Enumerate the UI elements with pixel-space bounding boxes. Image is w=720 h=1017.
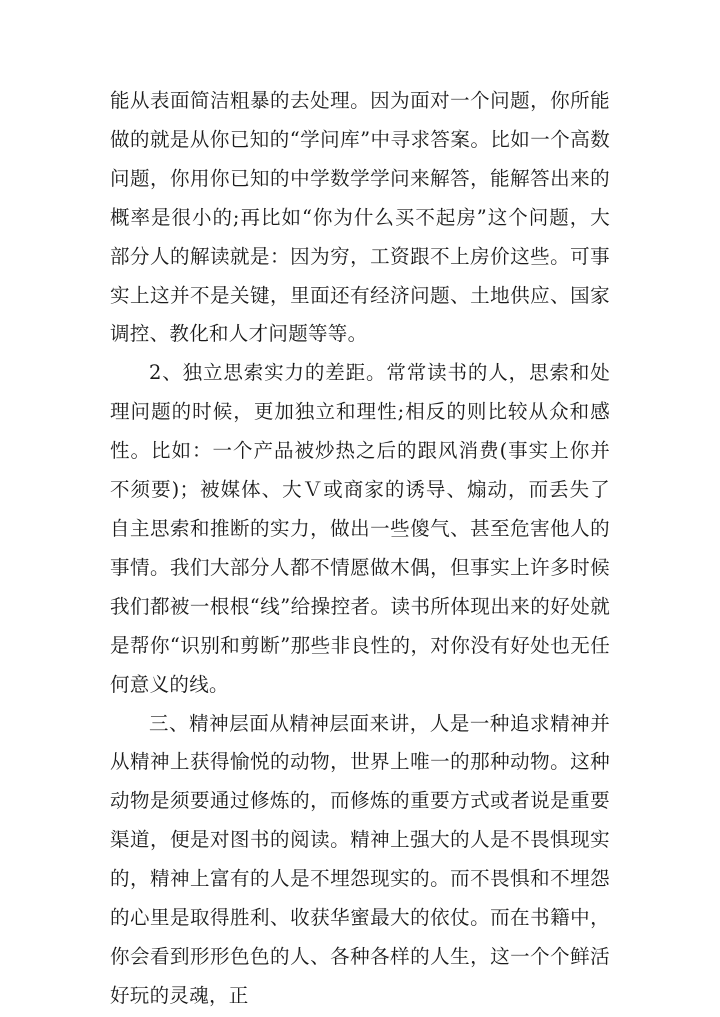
paragraph-continuation: 能从表面简洁粗暴的去处理。因为面对一个问题，你所能做的就是从你已知的“学问库”中寻求答案。比如一个高数问题，你用你已知的中学数学学问来解答，能解答出来的概率是很小的;再比如“你为什么买不起房”这个问题，大部分人的解读就是：因为穷，工资跟不上房价这些。可事实上这并不是关键，里面还有经济问题、土地供应、国家调控、教化和人才问题等等。 (110, 89, 610, 346)
paragraph-spiritual-level: 三、精神层面从精神层面来讲，人是一种追求精神并从精神上获得愉悦的动物，世界上唯一的那种动物。这种动物是须要通过修炼的，而修炼的重要方式或者说是重要渠道，便是对图书的阅读。精神上强大的人是不畏惧现实的，精神上富有的人是不埋怨现实的。而不畏惧和不埋怨的心里是取得胜利、收获华蜜最大的依仗。而在书籍中，你会看到形形色色的人、各种各样的人生，这一个个鲜活好玩的灵魂，正 (110, 711, 610, 1007)
body-text (110, 82, 610, 1016)
paragraph-independent-thinking: 2、独立思索实力的差距。常常读书的人，思索和处理问题的时候，更加独立和理性;相反的则比较从众和感性。比如：一个产品被炒热之后的跟风消费(事实上你并不须要)；被媒体、大Ｖ或商家的诱导、煽动，而丢失了自主思索和推断的实力，做出一些傻气、甚至危害他人的事情。我们大部分人都不情愿做木偶，但事实上许多时候我们都被一根根“线”给操控者。读书所体现出来的好处就是帮你“识别和剪断”那些非良性的，对你没有好处也无任何意义的线。 (110, 361, 610, 696)
